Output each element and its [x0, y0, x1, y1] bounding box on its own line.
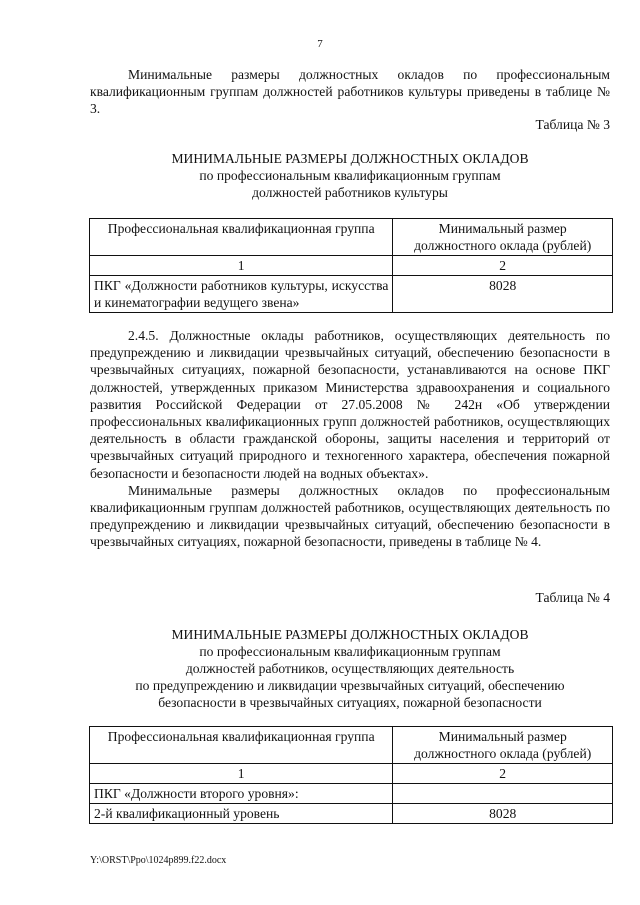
table3-title-line1: МИНИМАЛЬНЫЕ РАЗМЕРЫ ДОЛЖНОСТНЫХ ОКЛАДОВ [171, 151, 529, 166]
paragraph-min-sizes: Минимальные размеры должностных окладов по профессиональным квалификационным группам должностей работников, осуществляющих деятельность по предупреждению и ликвидации чрезвычайных ситуаций, обеспечению безопасности в чрезвычайных ситуациях, пожарной безопасности, приведены в таблице № 4. [90, 482, 610, 550]
table3-label: Таблица № 3 [535, 117, 610, 132]
table4-title [60, 626, 640, 711]
table-cell: 8028 [393, 276, 613, 313]
table-header-row [90, 219, 613, 256]
table-number-row [90, 256, 613, 276]
intro-paragraph: Минимальные размеры должностных окладов по профессиональным квалификационным группам должностей работников культуры приведены в таблице № 3. [90, 67, 610, 117]
table-row [90, 804, 613, 824]
table4-title-line1: МИНИМАЛЬНЫЕ РАЗМЕРЫ ДОЛЖНОСТНЫХ ОКЛАДОВ [171, 627, 529, 642]
table-cell: 8028 [393, 804, 613, 824]
table3-title-line3: должностей работников культуры [252, 185, 448, 200]
table-header-cell: Минимальный размер должностного оклада (рублей) [393, 219, 613, 256]
table4-title-line5: безопасности в чрезвычайных ситуациях, пожарной безопасности [158, 695, 542, 710]
table4-label: Таблица № 4 [535, 590, 610, 605]
table-cell: 1 [90, 256, 393, 276]
table4-title-line3: должностей работников, осуществляющих деятельность [185, 661, 515, 676]
table4-title-line2: по профессиональным квалификационным группам [199, 644, 501, 659]
table3 [89, 218, 613, 313]
table-header-cell: Минимальный размер должностного оклада (рублей) [393, 727, 613, 764]
table-row [90, 784, 613, 804]
table4-title-line4: по предупреждению и ликвидации чрезвычайных ситуаций, обеспечению [135, 678, 565, 693]
table-header-cell: Профессиональная квалификационная группа [90, 219, 393, 256]
table-header-row [90, 727, 613, 764]
table-row [90, 276, 613, 313]
table-cell: 1 [90, 764, 393, 784]
table3-title [60, 150, 640, 201]
table-cell: ПКГ «Должности работников культуры, искусства и кинематографии ведущего звена» [90, 276, 393, 313]
table-header-cell: Профессиональная квалификационная группа [90, 727, 393, 764]
table3-title-line2: по профессиональным квалификационным группам [199, 168, 501, 183]
table-cell [393, 784, 613, 804]
table-cell: ПКГ «Должности второго уровня»: [90, 784, 393, 804]
table4 [89, 726, 613, 824]
paragraph-2-4-5: 2.4.5. Должностные оклады работников, осуществляющих деятельность по предупреждению и ликвидации чрезвычайных ситуаций, обеспечению безопасности в чрезвычайных ситуациях, пожарной безопасности, устанавливаются на основе ПКГ должностей, утвержденных приказом Министерства здравоохранения и социального развития Российской Федерации от 27.05.2008 № 242н «Об утверждении профессиональных квалификационных групп должностей работников, осуществляющих деятельность в области гражданской обороны, защиты населения и территорий от чрезвычайных ситуаций природного и техногенного характера, обеспечения пожарной безопасности и безопасности людей на водных объектах». Минимальные размеры должностных окладов по профессиональным квалификационным группам должностей работников, осуществляющих деятельность по предупреждению и ликвидации чрезвычайных ситуаций, обеспечению безопасности в чрезвычайных ситуациях, пожарной безопасности, приведены в таблице № 4. [90, 328, 610, 550]
table-cell: 2 [393, 256, 613, 276]
footer-file-path: Y:\ORST\Ppo\1024p899.f22.docx [90, 855, 227, 866]
page-number: 7 [317, 38, 323, 50]
table-cell: 2-й квалификационный уровень [90, 804, 393, 824]
table-number-row [90, 764, 613, 784]
table-cell: 2 [393, 764, 613, 784]
